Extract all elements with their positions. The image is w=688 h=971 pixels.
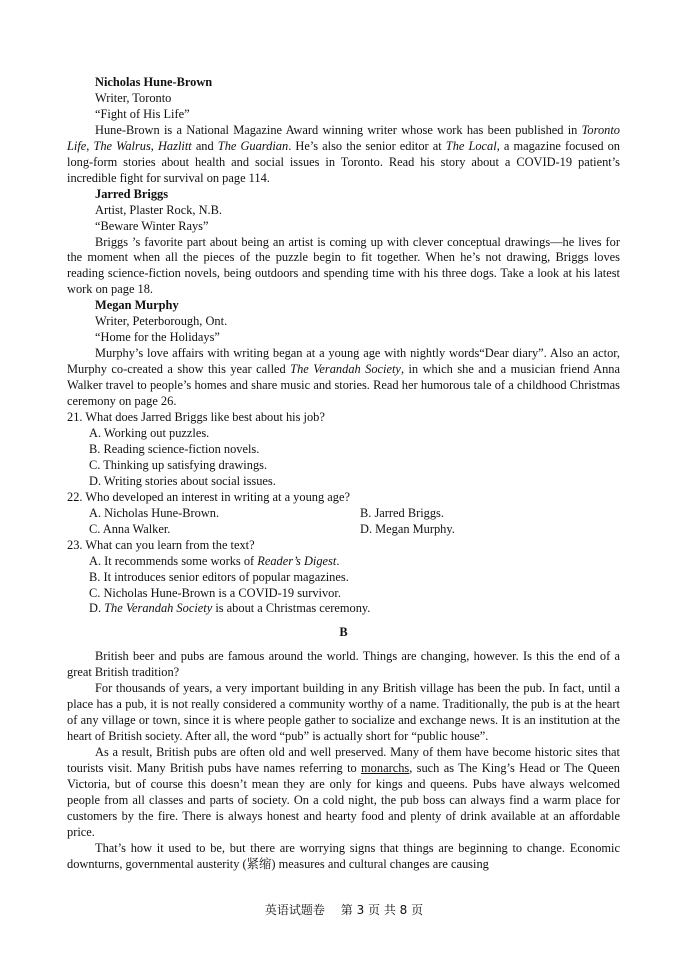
question-option: A. Nicholas Hune-Brown. bbox=[89, 505, 220, 520]
footer-page-number: 第 3 页 共 8 页 bbox=[340, 903, 424, 917]
contributor-story-title: “Fight of His Life” bbox=[95, 106, 190, 121]
question-option: C. Nicholas Hune-Brown is a COVID-19 survivor. bbox=[89, 585, 341, 600]
passage-paragraph: British beer and pubs are famous around the world. Things are changing, however. Is this the end of a great British tradition? bbox=[67, 649, 620, 680]
contributor-role: Writer, Toronto bbox=[95, 90, 172, 105]
contributor-bio: Hune-Brown is a National Magazine Award winning writer whose work has been published in Toronto Life, The Walrus, Hazlitt and The Guardian. He’s also the senior editor at The Local, a magazine focused on long-form stories about health and social issues in Toronto. Read his story about a COVID-19 patient’s incredible fight for survival on page 114. bbox=[67, 122, 620, 185]
contributor-story-title: “Home for the Holidays” bbox=[95, 330, 220, 345]
contributor-bio: Murphy’s love affairs with writing began at a young age with nightly words“Dear diary”. Also an actor, Murphy co-created a show this year called The Verandah Society, in which she and a musician friend Anna Walker travel to people’s homes and share music and stories. Read her humorous tale of a childhood Christmas ceremony on page 26. bbox=[67, 346, 620, 409]
contributor-role: Writer, Peterborough, Ont. bbox=[95, 314, 228, 329]
passage-paragraph: For thousands of years, a very important building in any British village has been the pub. In fact, until a place has a pub, it is not really considered a community worthy of a name. Traditionally, the pub is at the heart of any village or town, since it is where people gather to socialize and exchange news. It is an institution at the heart of British society. After all, the word “pub” is actually short for “public house”. bbox=[67, 681, 620, 744]
contributor-story-title: “Beware Winter Rays” bbox=[95, 218, 209, 233]
passage-paragraph: As a result, British pubs are often old and well preserved. Many of them have become historic sites that tourists visit. Many British pubs have names referring to monarchs, such as The King’s Head or The Queen Victoria, but of course this doesn’t mean they are only for kings and queens. Pubs have always welcomed people from all classes and parts of society. On a cold night, the pub boss can always find a warm place for customers by the fire. There is always honest and hearty food and plenty of drink available at an affordable price. bbox=[67, 745, 620, 839]
contributor-name: Jarred Briggs bbox=[95, 186, 169, 201]
page-content bbox=[67, 75, 620, 873]
question-option: B. It introduces senior editors of popular magazines. bbox=[89, 569, 349, 584]
question-option: B. Jarred Briggs. bbox=[360, 505, 444, 520]
question-option: D. Writing stories about social issues. bbox=[89, 473, 276, 488]
contributor-name: Nicholas Hune-Brown bbox=[95, 75, 213, 89]
question-option: C. Thinking up satisfying drawings. bbox=[89, 457, 268, 472]
page-footer bbox=[0, 903, 688, 919]
question-option: D. The Verandah Society is about a Christmas ceremony. bbox=[89, 601, 371, 616]
question-option: A. It recommends some works of Reader’s Digest. bbox=[89, 553, 340, 568]
passage-paragraph: That’s how it used to be, but there are worrying signs that things are beginning to change. Economic downturns, governmental austerity (紧缩) measures and cultural changes are causing bbox=[67, 840, 620, 871]
question-option: B. Reading science-fiction novels. bbox=[89, 441, 260, 456]
contributor-name: Megan Murphy bbox=[95, 298, 179, 313]
question-stem: 21. What does Jarred Briggs like best about his job? bbox=[67, 410, 325, 425]
question-option: D. Megan Murphy. bbox=[360, 521, 455, 536]
underlined-word: monarchs bbox=[361, 761, 410, 776]
question-stem: 23. What can you learn from the text? bbox=[67, 537, 255, 552]
contributor-role: Artist, Plaster Rock, N.B. bbox=[95, 202, 222, 217]
contributor-bio: Briggs ’s favorite part about being an artist is coming up with clever conceptual drawings—he lives for the moment when all the pieces of the puzzle begin to fit together. When he’s not drawing, Briggs loves reading science-fiction novels, being outdoors and spending time with his three dogs. Take a look at his latest work on page 18. bbox=[67, 234, 620, 297]
question-option-row bbox=[67, 506, 620, 522]
question-option-row bbox=[67, 522, 620, 538]
question-stem: 22. Who developed an interest in writing at a young age? bbox=[67, 489, 350, 504]
question-option: C. Anna Walker. bbox=[89, 521, 171, 536]
question-option: A. Working out puzzles. bbox=[89, 425, 210, 440]
section-heading: B bbox=[339, 625, 348, 640]
footer-subject: 英语试题卷 bbox=[264, 903, 325, 917]
